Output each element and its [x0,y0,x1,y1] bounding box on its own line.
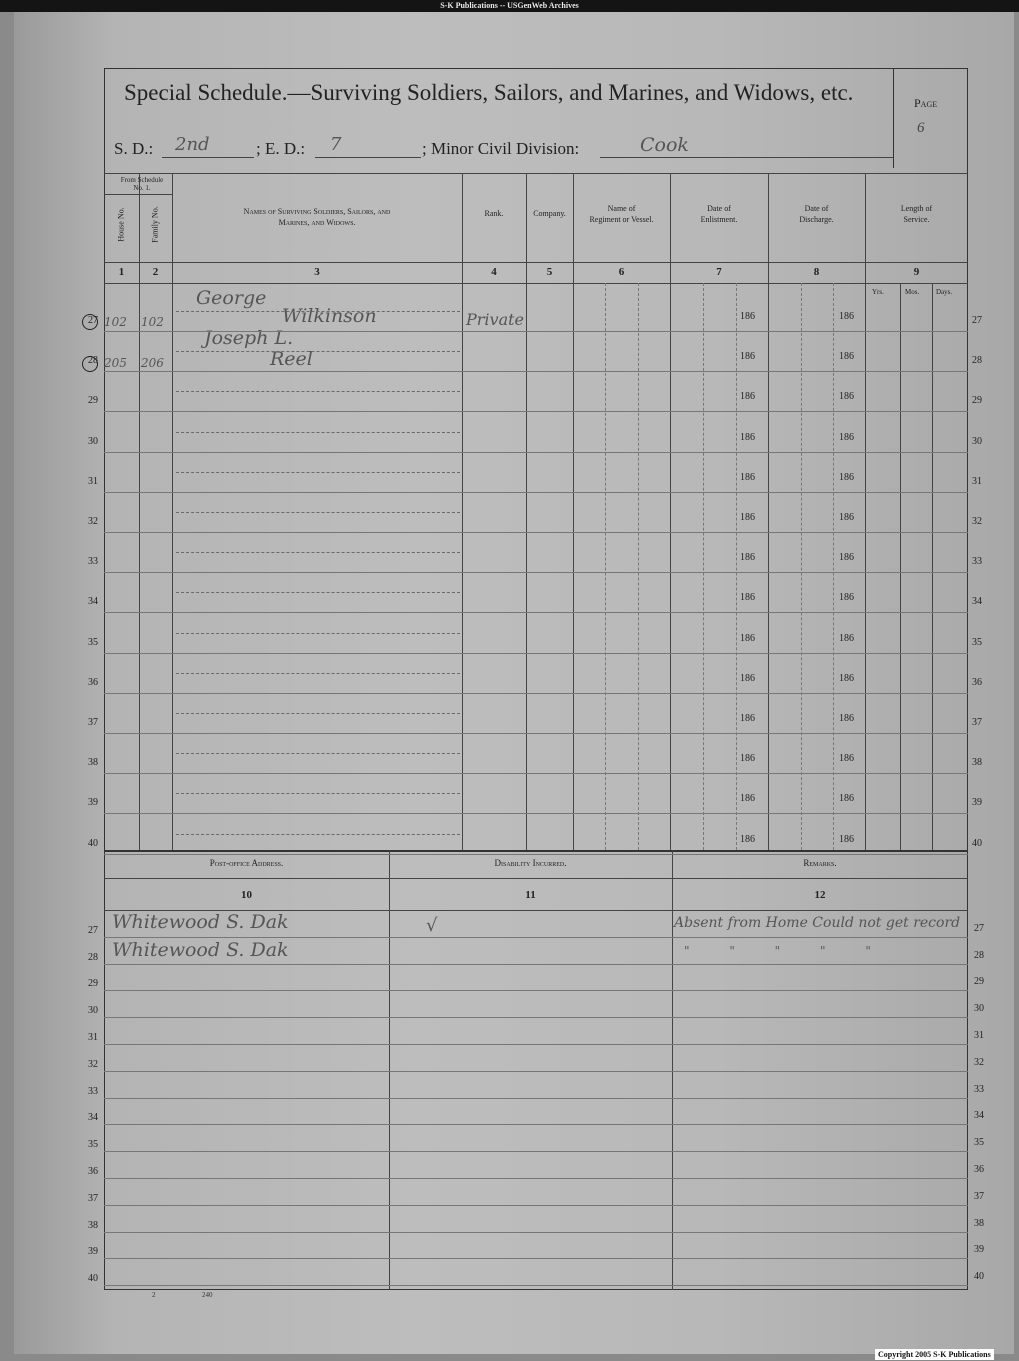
discharge-year-prefix: 186 [839,592,854,603]
ed-value: 7 [330,134,342,155]
lower-row-number-left: 38 [88,1220,98,1231]
name-midline [176,432,460,433]
company-header: Company. [533,209,566,218]
post-office-header: Post-office Address. [209,858,284,868]
header-bottom-rule [104,262,968,263]
family-no-label: Family No. [150,206,160,243]
regiment-header-line2: Regiment or Vessel. [589,215,654,224]
family-no-28: 206 [141,356,164,370]
enlistment-header-line1: Date of [707,204,731,213]
discharge-year-prefix: 186 [839,311,854,322]
subcol-8b [833,283,834,850]
row-rule [104,693,968,694]
row-number-right: 40 [972,838,982,849]
discharge-year-prefix: 186 [839,713,854,724]
enlistment-year-prefix: 186 [740,432,755,443]
colnum-4: 4 [491,266,497,278]
row-rule [104,572,968,573]
row-rule [104,854,968,855]
row-number-left: 38 [88,757,98,768]
lower-row-number-left: 35 [88,1139,98,1150]
ed-underline [315,157,421,158]
row-number-left: 33 [88,556,98,567]
lower-row-rule [104,1044,968,1045]
page-box [893,68,968,168]
colnum-9: 9 [913,266,920,278]
lower-header-rule [104,878,968,879]
address-27: Whitewood S. Dak [112,911,289,933]
lower-row-number-right: 36 [974,1164,984,1175]
lower-row-number-left: 40 [88,1273,98,1284]
lower-row-number-right: 32 [974,1057,984,1068]
lower-row-rule [104,1071,968,1072]
name-midline [176,633,460,634]
row-number-right: 33 [972,556,982,567]
lower-row-number-left: 30 [88,1005,98,1016]
row-number-right: 29 [972,395,982,406]
enlistment-year-prefix: 186 [740,793,755,804]
lower-row-number-left: 29 [88,978,98,989]
colnum-11: 11 [525,889,536,901]
discharge-year-prefix: 186 [839,552,854,563]
name-midline [176,793,460,794]
mcd-value: Cook [640,134,689,156]
discharge-year-prefix: 186 [839,472,854,483]
address-28: Whitewood S. Dak [112,939,289,961]
colnum-10: 10 [241,889,252,901]
lower-row-rule [104,1124,968,1125]
enlistment-header [670,203,768,225]
row-number-left: 30 [88,436,98,447]
banner-text: S-K Publications -- USGenWeb Archives [440,1,579,10]
lower-row-rule [104,990,968,991]
lower-divider-2 [672,850,673,1290]
colnum-8: 8 [813,266,820,278]
house-no-label: House No. [116,207,126,242]
lower-row-rule [104,1285,968,1286]
col-divider-mos [932,283,933,850]
row-number-left: 32 [88,516,98,527]
colnum-7: 7 [716,266,722,278]
row-number-left: 27 [88,315,98,326]
discharge-header [768,203,865,225]
lower-row-rule [104,964,968,965]
lower-row-number-right: 27 [974,923,984,934]
lower-divider-1 [389,850,390,1290]
name-midline [176,552,460,553]
remark-27: Absent from Home Could not get record [674,915,961,931]
lower-row-number-left: 33 [88,1086,98,1097]
disability-27: √ [426,915,438,936]
row-number-left: 35 [88,637,98,648]
enlistment-year-prefix: 186 [740,351,755,362]
enlistment-header-line2: Enlistment. [700,215,738,224]
house-no-28: 205 [104,356,127,370]
row-number-right: 36 [972,677,982,688]
discharge-year-prefix: 186 [839,753,854,764]
schedule-title: Special Schedule.—Surviving Soldiers, Sailors, and Marines, and Widows, etc. [124,80,854,105]
header-top-rule [104,173,968,174]
lower-row-rule [104,1178,968,1179]
subcol-7b [736,283,737,850]
lower-row-number-left: 27 [88,925,98,936]
name-midline [176,592,460,593]
ed-label: ; E. D.: [256,139,306,158]
name-midline [176,391,460,392]
row-number-left: 40 [88,838,98,849]
discharge-year-prefix: 186 [839,673,854,684]
mcd-underline [600,157,893,158]
row-rule [104,733,968,734]
lower-row-number-right: 38 [974,1218,984,1229]
mcd-label: ; Minor Civil Division: [422,139,580,158]
from-schedule-label: From Schedule No. 1. [120,176,164,192]
discharge-year-prefix: 186 [839,432,854,443]
lower-row-number-right: 40 [974,1271,984,1282]
lower-row-number-left: 31 [88,1032,98,1043]
sd-underline [162,157,254,158]
row-rule [104,452,968,453]
row-number-right: 27 [972,315,982,326]
row-rule [104,411,968,412]
enlistment-year-prefix: 186 [740,753,755,764]
yrs-label: Yrs. [872,288,884,296]
regiment-header [573,203,670,225]
row-number-left: 29 [88,395,98,406]
lower-row-number-right: 35 [974,1137,984,1148]
colnum-1: 1 [118,266,125,278]
lower-row-number-right: 33 [974,1084,984,1095]
colnum-2: 2 [152,266,159,278]
subcol-6b [638,283,639,850]
lower-row-rule [104,1258,968,1259]
row-rule [104,331,968,332]
names-header [176,206,458,228]
lower-row-rule [104,1017,968,1018]
lower-row-number-left: 39 [88,1246,98,1257]
archive-banner [0,0,1019,12]
remark-28: " " " " " [684,944,889,958]
row-number-right: 31 [972,476,982,487]
colnum-5: 5 [546,266,553,278]
colnum-6: 6 [618,266,625,278]
remarks-header: Remarks. [803,858,837,868]
enlistment-year-prefix: 186 [740,633,755,644]
row-number-right: 38 [972,757,982,768]
surname-27: Wilkinson [282,305,377,327]
lower-row-number-left: 28 [88,952,98,963]
discharge-year-prefix: 186 [839,512,854,523]
given-name-28: Joseph L. [204,327,294,349]
disability-header: Disability Incurred. [494,858,567,868]
lower-row-number-left: 36 [88,1166,98,1177]
row-number-right: 28 [972,355,982,366]
names-header-line2: Marines, and Widows. [278,218,356,227]
regiment-header-line1: Name of [607,204,636,213]
sd-value: 2nd [175,134,210,155]
enlistment-year-prefix: 186 [740,552,755,563]
row-rule [104,653,968,654]
lower-row-number-right: 39 [974,1244,984,1255]
from-schedule-rule [104,194,172,195]
subcol-7a [703,283,704,850]
sd-label: S. D.: [114,139,154,158]
row-number-right: 32 [972,516,982,527]
row-rule [104,532,968,533]
discharge-year-prefix: 186 [839,633,854,644]
mos-label: Mos. [905,288,920,296]
lower-row-number-left: 37 [88,1193,98,1204]
length-header-line1: Length of [900,204,933,213]
name-midline [176,753,460,754]
family-no-27: 102 [141,315,164,329]
row-number-right: 37 [972,717,982,728]
discharge-year-prefix: 186 [839,834,854,845]
enlistment-year-prefix: 186 [740,512,755,523]
length-header-line2: Service. [903,215,930,224]
name-midline [176,673,460,674]
subcol-6a [605,283,606,850]
lower-row-number-right: 28 [974,950,984,961]
copyright-notice: Copyright 2005 S-K Publications [875,1349,994,1360]
enlistment-year-prefix: 186 [740,592,755,603]
lower-row-number-right: 37 [974,1191,984,1202]
name-midline [176,311,460,312]
lower-row-number-right: 29 [974,976,984,987]
surname-28: Reel [270,348,313,370]
row-number-left: 28 [88,355,98,366]
discharge-year-prefix: 186 [839,351,854,362]
days-label: Days. [936,288,953,296]
name-midline [176,472,460,473]
given-name-27: George [196,287,267,309]
names-header-line1: Names of Surviving Soldiers, Sailors, and [243,207,391,216]
row-rule [104,813,968,814]
discharge-header-line1: Date of [804,204,829,213]
discharge-year-prefix: 186 [839,793,854,804]
lower-row-rule [104,1205,968,1206]
name-midline [176,834,460,835]
lower-row-rule [104,937,968,938]
enlistment-year-prefix: 186 [740,472,755,483]
row-number-left: 34 [88,596,98,607]
length-header [865,203,968,225]
rank-header: Rank. [484,209,504,218]
enlistment-year-prefix: 186 [740,391,755,402]
colnum-12: 12 [814,889,826,901]
name-midline [176,512,460,513]
row-rule [104,492,968,493]
row-number-right: 39 [972,797,982,808]
page-label: Page [914,96,938,110]
house-no-27: 102 [104,315,127,329]
row-rule [104,371,968,372]
footer-mark-1: 2 [152,1291,156,1299]
row-number-left: 39 [88,797,98,808]
page-number: 6 [917,120,925,136]
colnum-3: 3 [314,266,320,278]
enlistment-year-prefix: 186 [740,673,755,684]
lower-row-rule [104,1098,968,1099]
col-divider-yrs [900,283,901,850]
row-number-right: 30 [972,436,982,447]
name-midline [176,713,460,714]
lower-row-number-left: 34 [88,1112,98,1123]
colnum-rule [104,283,968,284]
lower-row-number-right: 30 [974,1003,984,1014]
section-divider [104,850,968,852]
enlistment-year-prefix: 186 [740,834,755,845]
lower-row-rule [104,1151,968,1152]
rank-27: Private [466,310,525,329]
enlistment-year-prefix: 186 [740,713,755,724]
lower-row-number-right: 34 [974,1110,984,1121]
lower-row-number-right: 31 [974,1030,984,1041]
row-number-right: 35 [972,637,982,648]
discharge-header-line2: Discharge. [799,215,834,224]
lower-row-rule [104,1232,968,1233]
row-number-left: 31 [88,476,98,487]
row-rule [104,773,968,774]
enlistment-year-prefix: 186 [740,311,755,322]
discharge-year-prefix: 186 [839,391,854,402]
lower-row-number-left: 32 [88,1059,98,1070]
subcol-8a [801,283,802,850]
row-number-right: 34 [972,596,982,607]
footer-mark-2: 240 [202,1291,213,1299]
row-rule [104,612,968,613]
name-midline [176,351,460,352]
row-number-left: 36 [88,677,98,688]
row-number-left: 37 [88,717,98,728]
